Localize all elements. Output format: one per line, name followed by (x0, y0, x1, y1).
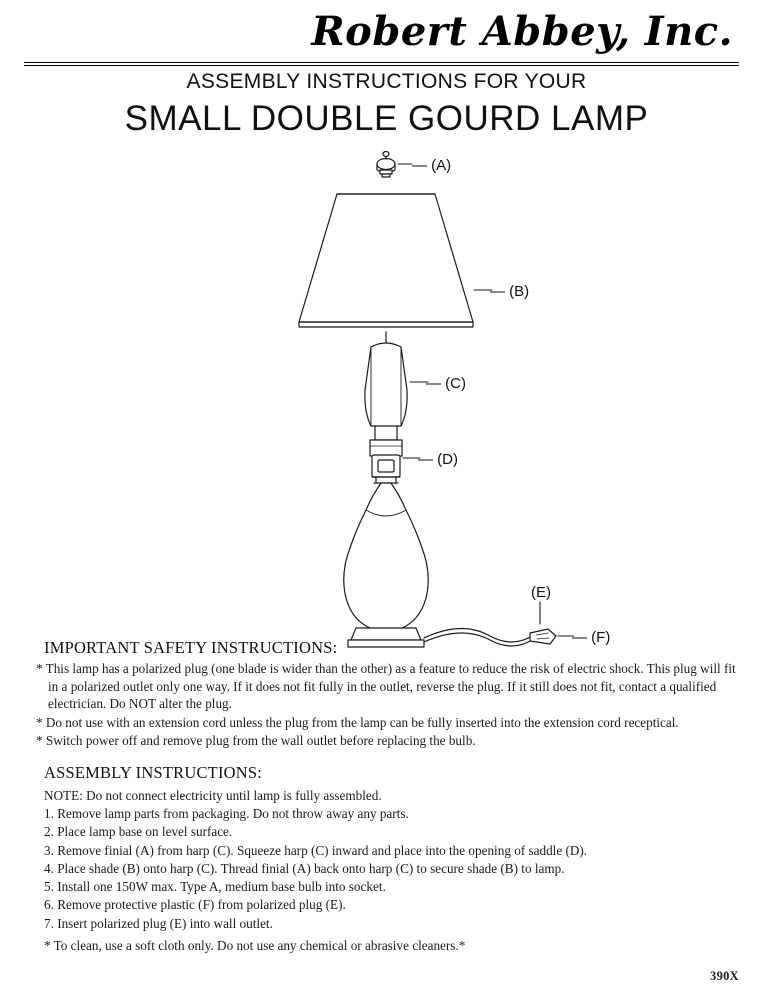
cord-shape (424, 628, 532, 646)
safety-item: * This lamp has a polarized plug (one blade is wider than the other) as a feature to reduce the risk of electric shock. This plug will fit in a polarized outlet only one way. If it does not fit fully in the outlet, reverse the plug. If it still does not fit, contact a qualified electrician. Do NOT alter the plug. (36, 661, 736, 712)
safety-instructions-list (36, 660, 736, 751)
safety-item: * Switch power off and remove plug from the wall outlet before replacing the bulb. (36, 733, 476, 749)
assembly-note: NOTE: Do not connect electricity until lamp is fully assembled. (44, 788, 382, 803)
header-divider (24, 62, 739, 63)
assembly-step: 6. Remove protective plastic (F) from polarized plug (E). (44, 897, 346, 913)
brand-logo (311, 8, 733, 55)
safety-item: * Do not use with an extension cord unless the plug from the lamp can be fully inserted into the extension cord receptical. (36, 714, 679, 730)
lamp-body-shape (344, 483, 429, 631)
assembly-step: 4. Place shade (B) onto harp (C). Thread finial (A) back onto harp (C) to secure shade (B) to lamp. (44, 860, 565, 876)
callout-c-harp: — (C) (426, 375, 466, 392)
lamp-base-shape (348, 628, 424, 647)
callout-e-plug: (E) (531, 584, 551, 601)
callout-a-finial: — (A) (412, 157, 452, 174)
document-code: 390X (710, 969, 739, 983)
saddle-shape (372, 455, 400, 483)
finial-shape (377, 152, 395, 178)
cleaning-note: * To clean, use a soft cloth only. Do not use any chemical or abrasive cleaners.* (44, 938, 466, 953)
callout-d-saddle: — (D) (418, 451, 458, 468)
lamp-diagram-svg (0, 150, 773, 650)
shade-shape (299, 194, 473, 327)
assembly-heading: ASSEMBLY INSTRUCTIONS: (44, 763, 263, 782)
assembly-step: 3. Remove finial (A) from harp (C). Squeeze harp (C) inward and place into the opening of saddle (D). (44, 842, 588, 858)
assembly-steps-list (44, 787, 734, 933)
page-title: SMALL DOUBLE GOURD LAMP (124, 99, 649, 138)
harp-shape (365, 332, 407, 440)
polarized-plug-shape (530, 629, 556, 644)
callout-b-shade: — (B) (490, 283, 530, 300)
assembly-step: 2. Place lamp base on level surface. (44, 824, 233, 840)
safety-heading: IMPORTANT SAFETY INSTRUCTIONS: (44, 638, 338, 657)
lamp-diagram (0, 150, 773, 650)
brand-name: Robert Abbey, Inc. (311, 8, 733, 55)
assembly-step: 7. Insert polarized plug (E) into wall outlet. (44, 915, 273, 931)
page-subtitle: ASSEMBLY INSTRUCTIONS FOR YOUR (186, 70, 587, 93)
callout-f-plastic: — (F) (572, 629, 611, 646)
assembly-step: 1. Remove lamp parts from packaging. Do not throw away any parts. (44, 806, 409, 822)
assembly-step: 5. Install one 150W max. Type A, medium base bulb into socket. (44, 879, 386, 895)
